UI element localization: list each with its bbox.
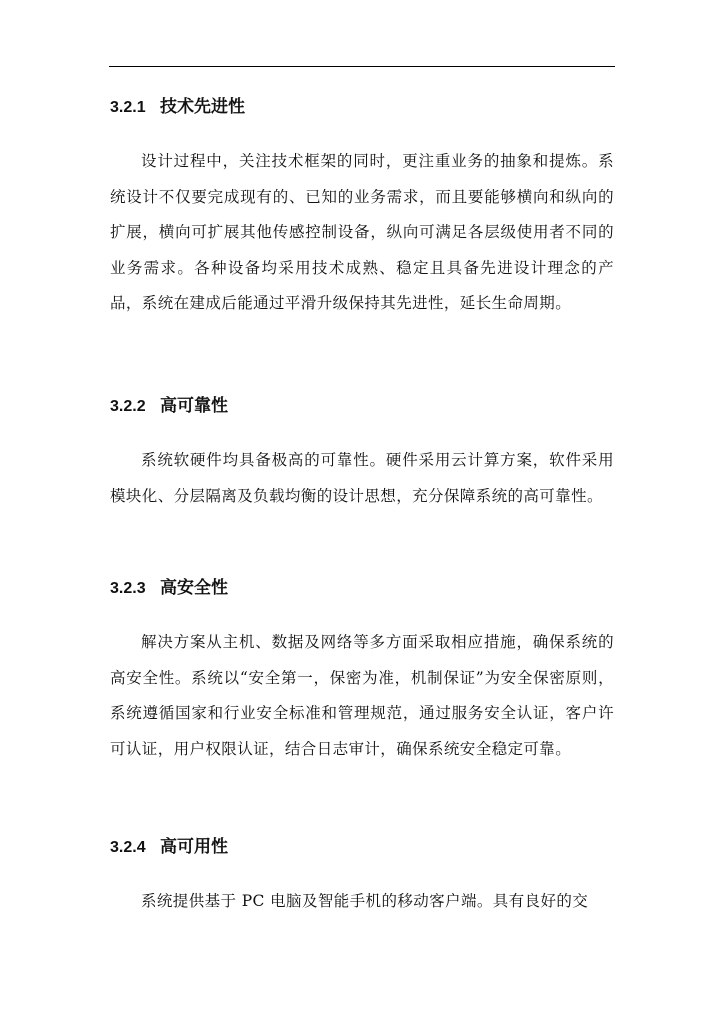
section-title: 高可靠性 bbox=[160, 396, 228, 416]
section-title: 高可用性 bbox=[160, 837, 228, 857]
section-number: 3.2.2 bbox=[110, 398, 146, 415]
section-title: 技术先进性 bbox=[160, 97, 245, 117]
section-paragraph: 系统提供基于 PC 电脑及智能手机的移动客户端。具有良好的交 bbox=[141, 892, 589, 910]
section-heading bbox=[110, 573, 228, 603]
section-heading bbox=[110, 391, 228, 421]
header-rule bbox=[109, 66, 615, 67]
section-heading bbox=[110, 92, 245, 122]
section-number: 3.2.4 bbox=[110, 839, 146, 856]
section-title: 高安全性 bbox=[160, 578, 228, 598]
section-heading bbox=[110, 832, 228, 862]
section-paragraph: 设计过程中，关注技术框架的同时，更注重业务的抽象和提炼。系统设计不仅要完成现有的、已知的业务需求，而且要能够横向和纵向的扩展，横向可扩展其他传感控制设备，纵向可满足各层级使用者不同的业务需求。各种设备均采用技术成熟、稳定且具备先进设计理念的产品，系统在建成后能通过平滑升级保持其先进性，延长生命周期。 bbox=[110, 152, 614, 313]
section-number: 3.2.3 bbox=[110, 580, 146, 597]
section-number: 3.2.1 bbox=[110, 99, 146, 116]
section-paragraph: 系统软硬件均具备极高的可靠性。硬件采用云计算方案，软件采用模块化、分层隔离及负载均衡的设计思想，充分保障系统的高可靠性。 bbox=[110, 451, 614, 505]
section-paragraph: 解决方案从主机、数据及网络等多方面采取相应措施，确保系统的高安全性。系统以“安全第一，保密为准，机制保证”为安全保密原则，系统遵循国家和行业安全标准和管理规范，通过服务安全认证，客户许可认证，用户权限认证，结合日志审计，确保系统安全稳定可靠。 bbox=[110, 633, 614, 758]
